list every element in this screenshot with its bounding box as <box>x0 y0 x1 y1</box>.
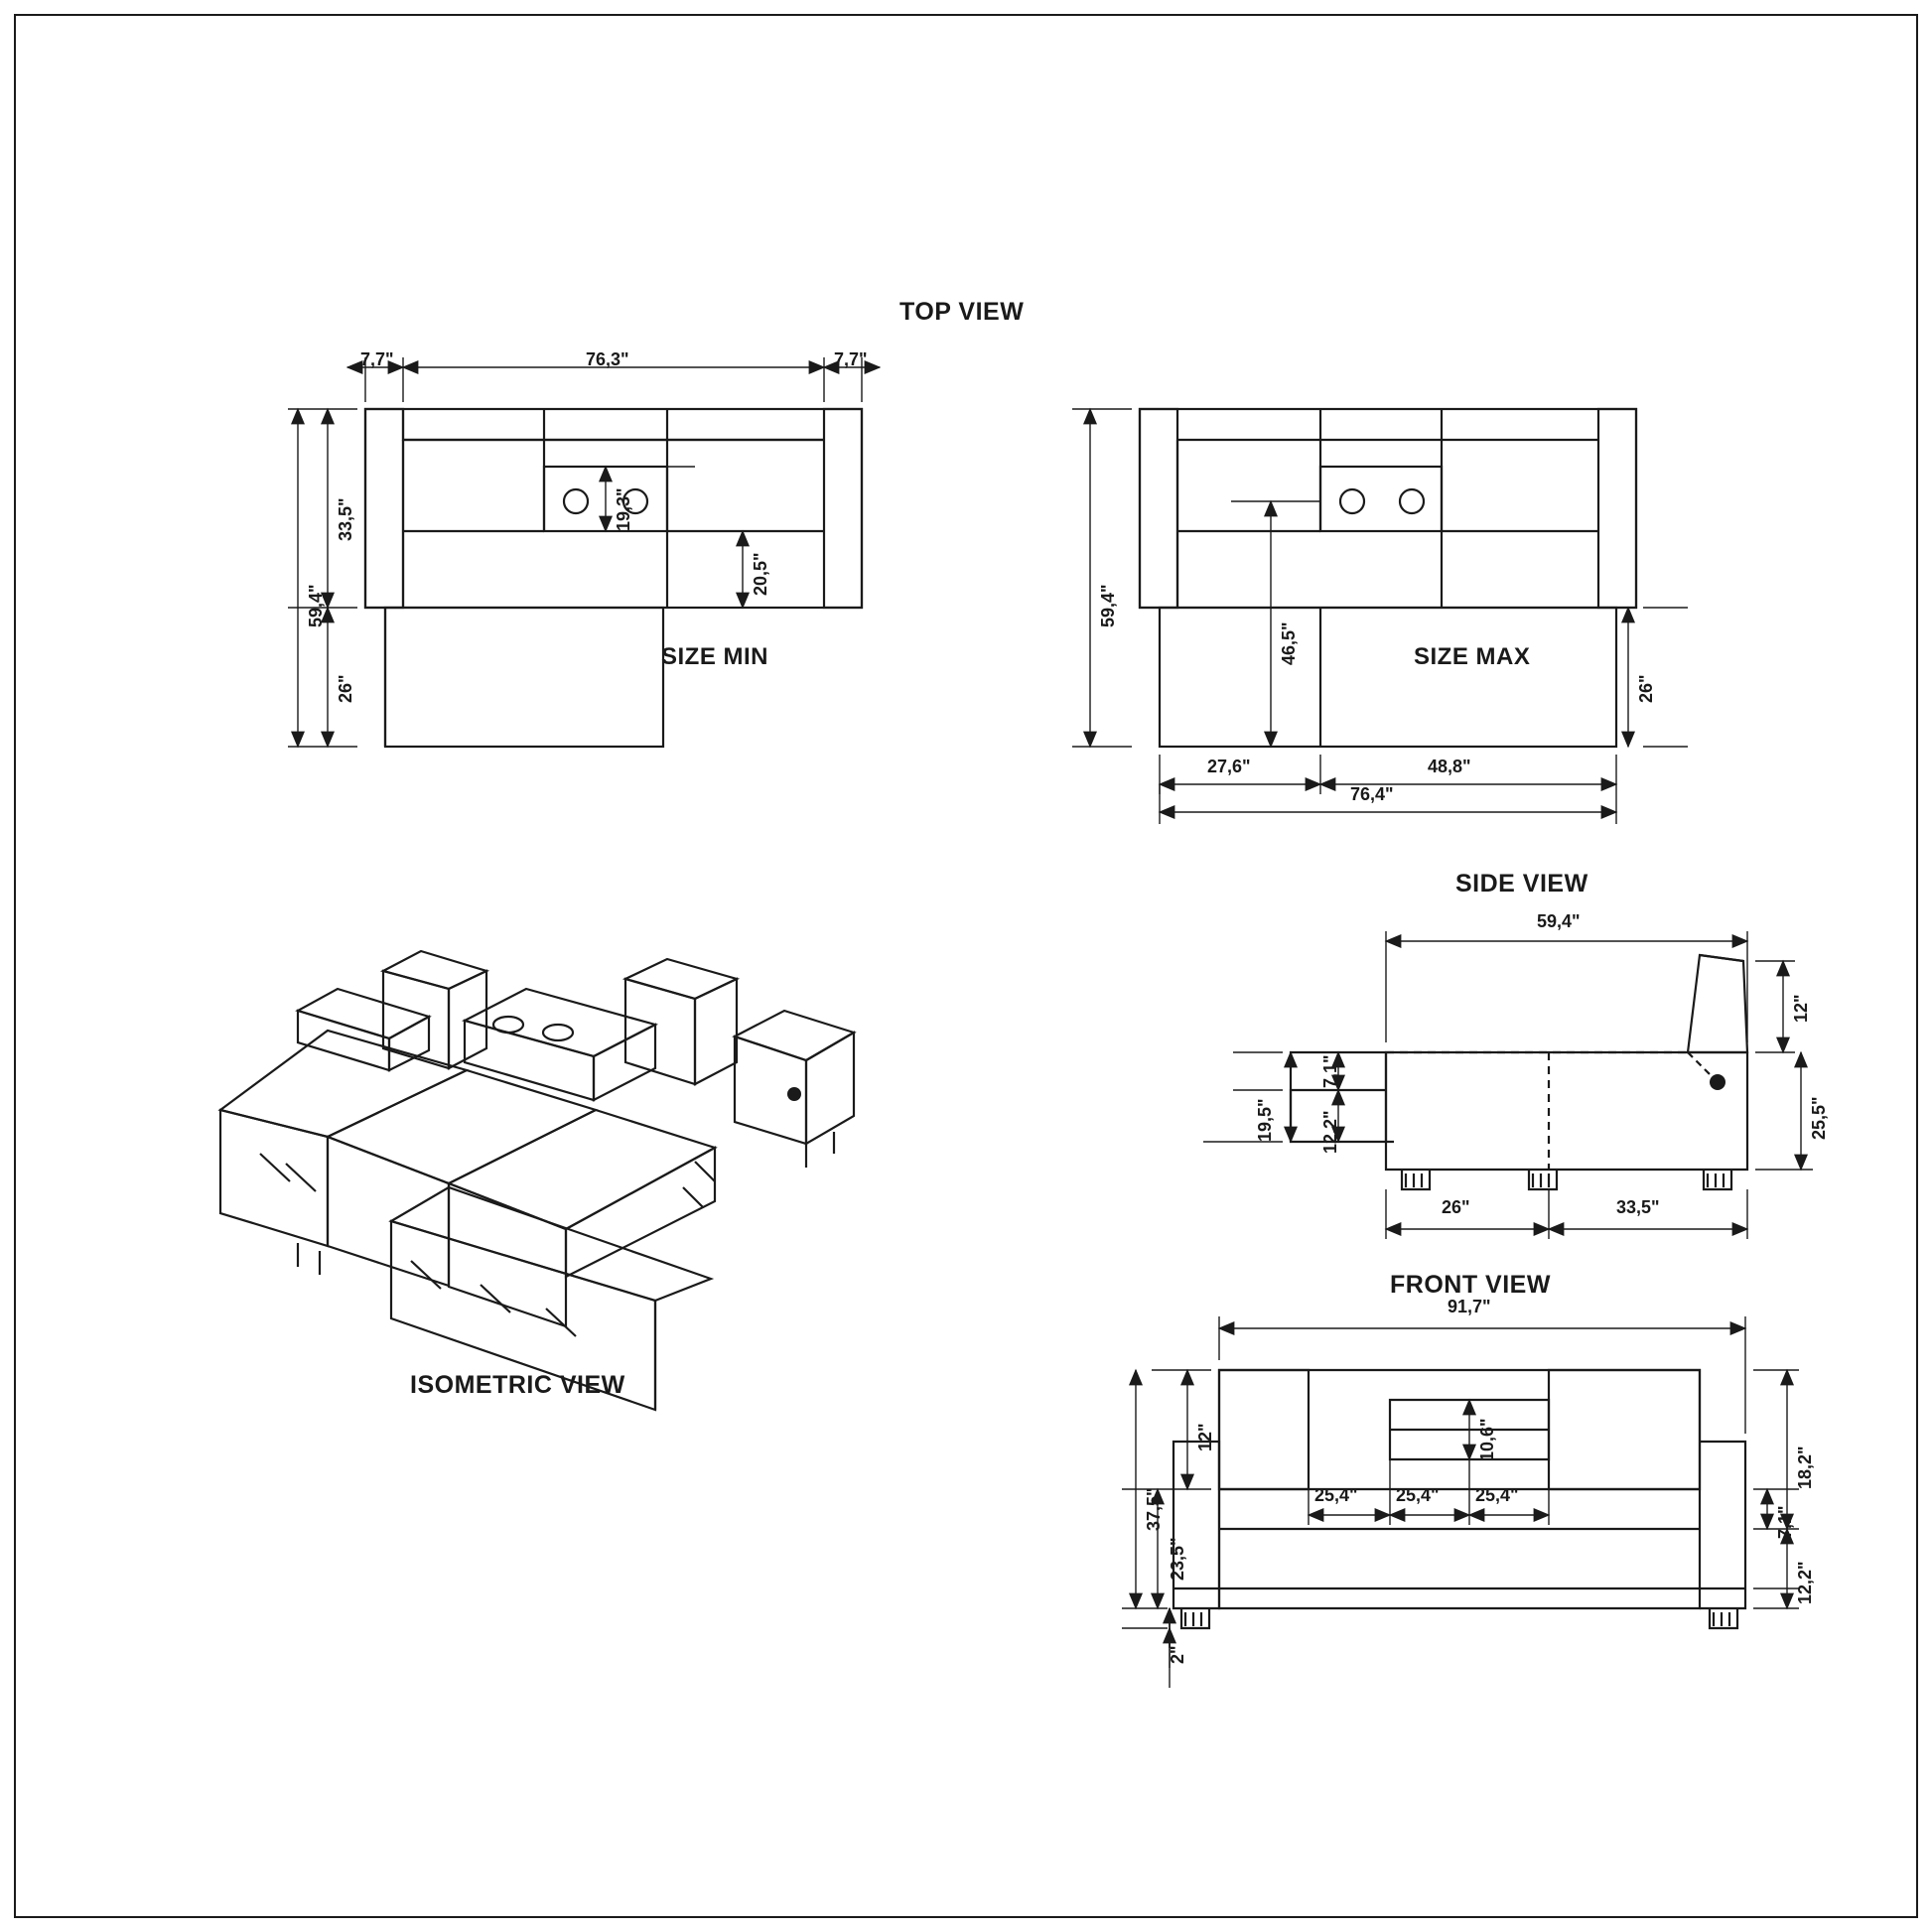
dim-top-min-console-19-3: 19,3" <box>614 487 633 531</box>
dim-top-min-depth-33-5: 33,5" <box>336 497 355 541</box>
top-view-title: TOP VIEW <box>899 298 1025 326</box>
dim-top-max-chaise-26: 26" <box>1636 674 1656 703</box>
dim-side-bottom-26: 26" <box>1442 1197 1470 1217</box>
dim-front-total-37-5: 37,5" <box>1144 1487 1164 1531</box>
dim-front-console-10-6: 10,6" <box>1477 1418 1497 1461</box>
dim-top-min-body-width: 76,3" <box>586 349 629 369</box>
dim-side-total-59-4: 59,4" <box>1537 911 1581 931</box>
dim-side-bottom-33-5: 33,5" <box>1616 1197 1660 1217</box>
dim-front-seat1-25-4: 25,4" <box>1314 1485 1358 1505</box>
dim-side-height-25-5: 25,5" <box>1809 1096 1829 1140</box>
size-max-label: SIZE MAX <box>1414 643 1531 670</box>
dim-front-foot-2: 2" <box>1168 1645 1187 1664</box>
dim-front-seat-23-5: 23,5" <box>1168 1537 1187 1581</box>
dim-top-max-left-27-6: 27,6" <box>1207 757 1251 776</box>
dim-front-back-18-2: 18,2" <box>1795 1446 1815 1489</box>
dim-side-7-1: 7,1" <box>1320 1054 1340 1088</box>
dim-side-12-2: 12,2" <box>1320 1110 1340 1154</box>
dim-front-arm-12: 12" <box>1195 1423 1215 1451</box>
dim-top-min-left-arm: 7,7" <box>360 349 394 369</box>
dim-top-max-right-48-8: 48,8" <box>1428 757 1471 776</box>
side-view-title: SIDE VIEW <box>1455 870 1588 897</box>
dim-side-19-5: 19,5" <box>1255 1098 1275 1142</box>
dim-top-max-extended-46-5: 46,5" <box>1279 621 1299 665</box>
dim-top-max-total-76-4: 76,4" <box>1350 784 1394 804</box>
dim-top-max-depth-59-4: 59,4" <box>1098 584 1118 627</box>
dim-front-seat2-25-4: 25,4" <box>1396 1485 1440 1505</box>
dim-top-min-seat-20-5: 20,5" <box>751 552 770 596</box>
dim-top-min-right-arm: 7,7" <box>834 349 868 369</box>
dim-side-back-12: 12" <box>1791 994 1811 1023</box>
dim-front-7-1: 7,1" <box>1775 1505 1795 1539</box>
front-view-title: FRONT VIEW <box>1390 1271 1551 1299</box>
isometric-view-title: ISOMETRIC VIEW <box>410 1371 625 1399</box>
dim-top-min-depth-59-4: 59,4" <box>306 584 326 627</box>
dim-front-total-91-7: 91,7" <box>1448 1297 1491 1316</box>
dim-top-min-chaise-26: 26" <box>336 674 355 703</box>
size-min-label: SIZE MIN <box>661 643 769 670</box>
dim-front-seat3-25-4: 25,4" <box>1475 1485 1519 1505</box>
dim-front-12-2: 12,2" <box>1795 1561 1815 1604</box>
